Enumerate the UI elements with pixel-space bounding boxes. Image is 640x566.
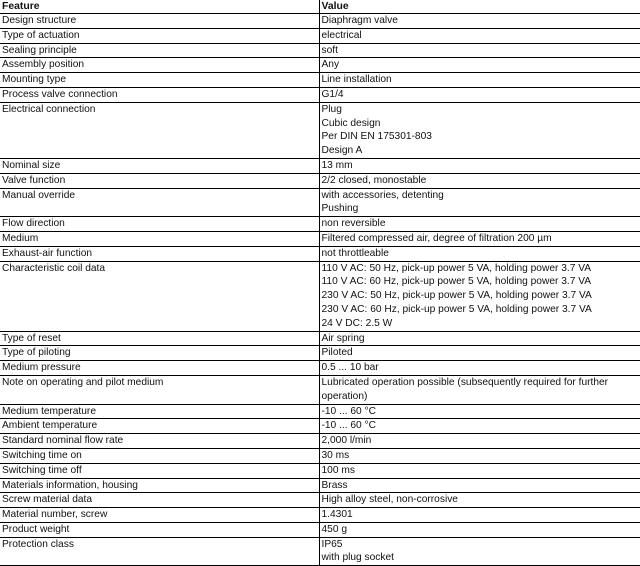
value-cell [319, 58, 640, 73]
table-row [0, 537, 640, 566]
feature-cell: Type of actuation [0, 28, 319, 43]
value-line: 110 V AC: 60 Hz, pick-up power 5 VA, holding power 3.7 VA [321, 276, 592, 288]
feature-cell: Switching time off [0, 463, 319, 478]
value-cell [319, 73, 640, 88]
feature-cell: Materials information, housing [0, 478, 319, 493]
value-line: 1.4301 [321, 509, 353, 521]
value-line: Any [321, 59, 340, 71]
feature-cell: Sealing principle [0, 43, 319, 58]
feature-cell: Nominal size [0, 158, 319, 173]
feature-cell: Standard nominal flow rate [0, 434, 319, 449]
value-line: 24 V DC: 2.5 W [321, 317, 393, 329]
value-line: G1/4 [321, 88, 344, 100]
value-cell [319, 434, 640, 449]
feature-cell: Protection class [0, 537, 319, 566]
value-cell [319, 478, 640, 493]
feature-cell: Material number, screw [0, 508, 319, 523]
table-row [0, 188, 640, 217]
value-cell [319, 404, 640, 419]
value-line: 110 V AC: 50 Hz, pick-up power 5 VA, holding power 3.7 VA [321, 262, 592, 274]
value-column-header: Value [319, 0, 640, 14]
feature-cell: Flow direction [0, 217, 319, 232]
value-cell [319, 261, 640, 331]
value-line: 100 ms [321, 464, 355, 476]
table-row [0, 331, 640, 346]
table-row [0, 448, 640, 463]
table-row [0, 404, 640, 419]
value-cell [319, 14, 640, 29]
feature-cell: Medium pressure [0, 361, 319, 376]
table-row [0, 173, 640, 188]
value-cell [319, 43, 640, 58]
value-line: Per DIN EN 175301-803 [321, 131, 432, 143]
value-line: Pushing [321, 203, 359, 215]
table-row [0, 58, 640, 73]
value-cell [319, 522, 640, 537]
value-line: 0.5 ... 10 bar [321, 362, 379, 374]
table-row [0, 28, 640, 43]
feature-cell: Assembly position [0, 58, 319, 73]
value-line: Diaphragm valve [321, 15, 398, 26]
value-line: IP65 [321, 538, 343, 550]
table-row [0, 217, 640, 232]
feature-cell: Type of piloting [0, 346, 319, 361]
table-row [0, 493, 640, 508]
value-line: Cubic design [321, 117, 381, 129]
value-cell [319, 508, 640, 523]
value-line: electrical [321, 29, 362, 41]
value-cell [319, 188, 640, 217]
value-cell [319, 173, 640, 188]
table-row [0, 361, 640, 376]
table-row [0, 87, 640, 102]
value-line: Lubricated operation possible (subsequently required for further operation) [321, 376, 609, 402]
feature-cell: Ambient temperature [0, 419, 319, 434]
value-line: with plug socket [321, 552, 394, 564]
table-row [0, 246, 640, 261]
value-line: 230 V AC: 60 Hz, pick-up power 5 VA, holding power 3.7 VA [321, 303, 592, 315]
feature-cell: Medium [0, 231, 319, 246]
table-row [0, 478, 640, 493]
value-cell [319, 375, 640, 404]
table-row [0, 43, 640, 58]
table-row [0, 419, 640, 434]
table-row [0, 14, 640, 29]
table-row [0, 434, 640, 449]
header-row [0, 0, 640, 14]
value-line: 2/2 closed, monostable [321, 174, 427, 186]
value-cell [319, 217, 640, 232]
value-line: Plug [321, 103, 342, 115]
table-row [0, 346, 640, 361]
value-cell [319, 102, 640, 158]
table-row [0, 158, 640, 173]
value-line: -10 ... 60 °C [321, 420, 376, 432]
feature-cell: Manual override [0, 188, 319, 217]
feature-cell: Process valve connection [0, 87, 319, 102]
value-line: non reversible [321, 218, 386, 230]
value-line: Design A [321, 145, 363, 157]
table-row [0, 261, 640, 331]
feature-cell: Product weight [0, 522, 319, 537]
feature-cell: Electrical connection [0, 102, 319, 158]
table-row [0, 231, 640, 246]
table-row [0, 73, 640, 88]
value-line: 13 mm [321, 159, 353, 171]
value-cell [319, 493, 640, 508]
feature-column-header: Feature [0, 0, 319, 14]
value-line: with accessories, detenting [321, 189, 444, 201]
table-row [0, 508, 640, 523]
value-cell [319, 331, 640, 346]
value-line: 2,000 l/min [321, 435, 372, 447]
value-cell [319, 28, 640, 43]
value-line: not throttleable [321, 247, 389, 259]
table-row [0, 102, 640, 158]
value-line: 30 ms [321, 449, 350, 461]
value-cell [319, 361, 640, 376]
value-line: Air spring [321, 332, 365, 344]
value-line: 230 V AC: 50 Hz, pick-up power 5 VA, holding power 3.7 VA [321, 290, 592, 302]
table-body [0, 14, 640, 566]
feature-cell: Design structure [0, 14, 319, 29]
value-line: Brass [321, 479, 348, 491]
value-cell [319, 87, 640, 102]
value-cell [319, 246, 640, 261]
value-cell [319, 158, 640, 173]
value-cell [319, 537, 640, 566]
value-cell [319, 419, 640, 434]
feature-cell: Exhaust-air function [0, 246, 319, 261]
value-line: 450 g [321, 523, 347, 535]
value-cell [319, 448, 640, 463]
feature-cell: Mounting type [0, 73, 319, 88]
feature-cell: Valve function [0, 173, 319, 188]
feature-cell: Switching time on [0, 448, 319, 463]
value-line: Filtered compressed air, degree of filtration 200 µm [321, 232, 552, 244]
value-line: Line installation [321, 74, 392, 86]
value-cell [319, 231, 640, 246]
feature-cell: Screw material data [0, 493, 319, 508]
value-line: soft [321, 44, 338, 56]
feature-cell: Note on operating and pilot medium [0, 375, 319, 404]
table-row [0, 375, 640, 404]
feature-cell: Characteristic coil data [0, 261, 319, 331]
value-line: -10 ... 60 °C [321, 405, 376, 417]
value-line: Piloted [321, 347, 353, 359]
feature-cell: Medium temperature [0, 404, 319, 419]
feature-cell: Type of reset [0, 331, 319, 346]
value-cell [319, 346, 640, 361]
table-row [0, 463, 640, 478]
table-row [0, 522, 640, 537]
value-cell [319, 463, 640, 478]
value-line: High alloy steel, non-corrosive [321, 494, 458, 506]
